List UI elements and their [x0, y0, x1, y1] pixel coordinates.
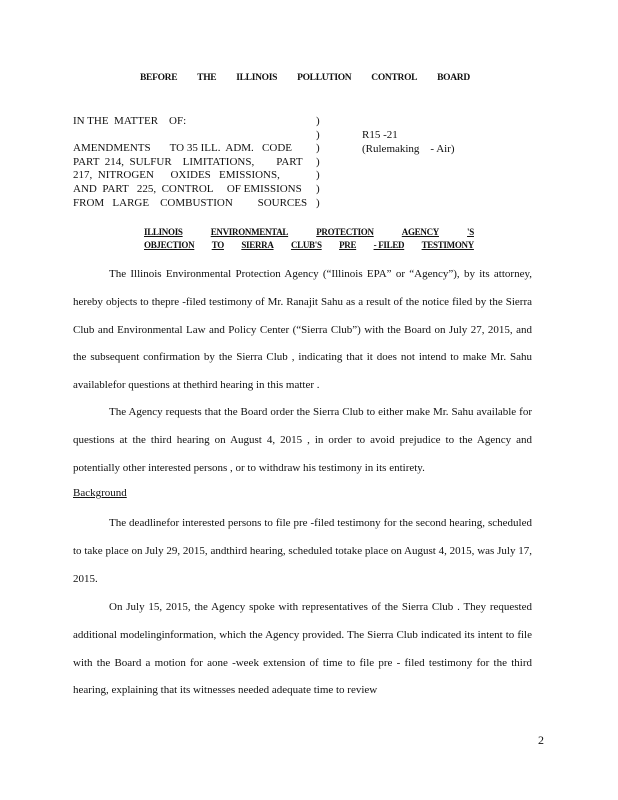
header-word: CONTROL: [371, 73, 418, 83]
board-header: [140, 73, 470, 83]
header-word: BOARD: [437, 73, 470, 83]
objection-title-line1: ILLINOIS ENVIRONMENTAL PROTECTION AGENCY 'S: [144, 227, 474, 237]
header-word: ILLINOIS: [236, 73, 278, 83]
objection-title-line2: OBJECTION TO SIERRA CLUB'S PRE - FILED TESTIMONY: [144, 240, 474, 250]
header-word: BEFORE: [140, 73, 178, 83]
docket-number: R15 -21 (Rulemaking - Air): [362, 129, 455, 155]
objection-title: [144, 226, 474, 252]
paragraph-4: On July 15, 2015, the Agency spoke with representatives of the Sierra Club . They requested additional modelinginformation, which the Agency provided. The Sierra Club indicated its intent to file with the Board a motion for aone -week extension of time to file pre - filed testimony for the third hearing, explaining that its witnesses needed adequate time to review: [73, 601, 532, 697]
paragraph-3: The deadlinefor interested persons to file pre -filed testimony for the second hearing, scheduled to take place on July 29, 2015, andthird hearing, scheduled totake place on August 4, 2015, was July 17, 2015.: [73, 517, 532, 585]
caption-parentheses: ) ) ) ) ) ) ): [316, 115, 320, 209]
header-word: THE: [197, 73, 217, 83]
section-heading-background: Background: [73, 487, 127, 499]
paragraph-1: The Illinois Environmental Protection Agency (“Illinois EPA” or “Agency”), by its attorney, hereby objects to thepre -filed testimony of Mr. Ranajit Sahu as a result of the notice filed by the Sierra Club and Environmental Law and Policy Center (“Sierra Club”) with the Board on July 27, 2015, and the subsequent confirmation by the Sierra Club , indicating that it does not intend to make Mr. Sahu availablefor questions at thethird hearing in this matter .: [73, 268, 532, 392]
paragraph-2: The Agency requests that the Board order the Sierra Club to either make Mr. Sahu available for questions at the third hearing on August 4, 2015 , in order to avoid prejudice to the Agency and potentially other interested persons , or to withdraw his testimony in its entirety.: [73, 406, 532, 474]
caption-matter: IN THE MATTER OF: AMENDMENTS TO 35 ILL. ADM. CODE PART 214, SULFUR LIMITATIONS, PART 217, NITROGEN OXIDES EMISSIONS, AND PART 225, CONTROL OF EMISSIONS FROM LARGE COMBUSTION SOURCES: [73, 115, 308, 209]
header-word: POLLUTION: [297, 73, 352, 83]
page-number: 2: [538, 733, 544, 747]
